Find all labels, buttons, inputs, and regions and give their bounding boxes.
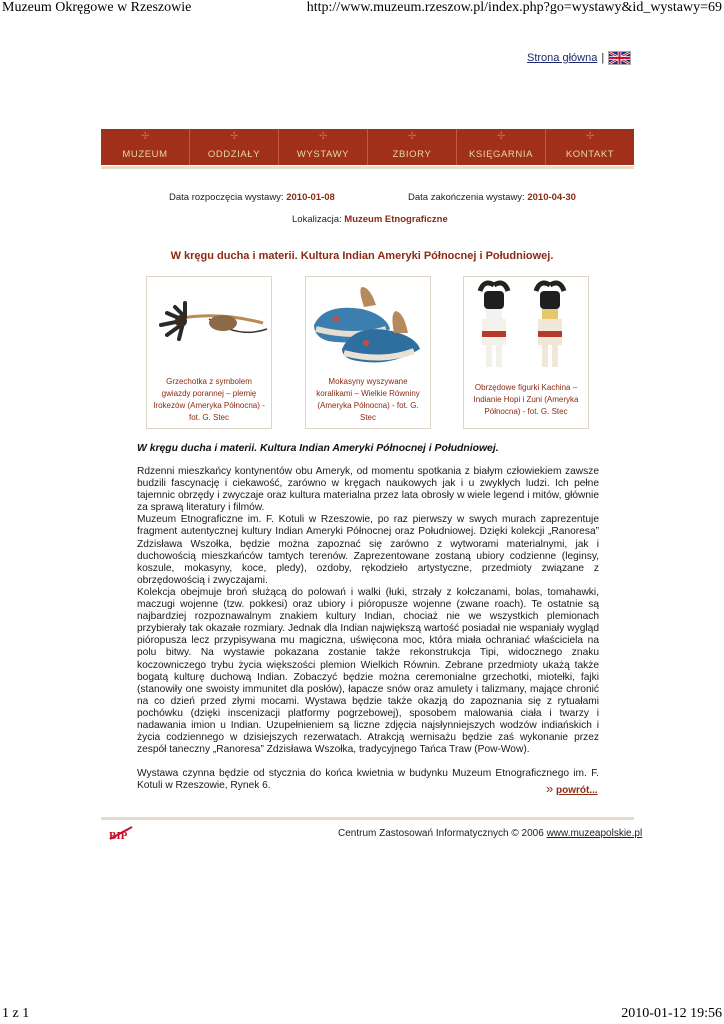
location-value: Muzeum Etnograficzne	[344, 214, 448, 225]
top-links-separator: |	[601, 52, 605, 64]
footer-link[interactable]: www.muzeapolskie.pl	[546, 828, 643, 839]
print-timestamp: 2010-01-12 19:56	[621, 1006, 722, 1021]
nav-item-label: MUZEUM	[122, 149, 168, 160]
nav-item-label: WYSTAWY	[296, 149, 350, 160]
ornament-icon: ✢	[319, 131, 328, 142]
back-link-container	[546, 781, 598, 796]
footer-credit	[338, 828, 642, 839]
exhibition-title: W kręgu ducha i materii. Kultura Indian Ameryki Północnej i Południowej.	[170, 250, 554, 262]
ornament-icon: ✢	[141, 131, 150, 142]
ornament-icon: ✢	[408, 131, 417, 142]
photo-caption: Mokasyny wyszywane koralikami – Wielkie Równiny (Ameryka Północna) - fot. G. Stec	[316, 377, 420, 422]
start-date-value: 2010-01-08	[286, 192, 335, 203]
article-paragraph: Kolekcja obejmuje broń służącą do polowań i walki (łuki, strzały z kołczanami, bolas, tomahawki, maczugi wojenne (tzw. pokkesi) oraz ubiory i pióropusze wojenne (zwane roach). Te ostatnie są najbardziej rozpoznawalnym znakiem kultury Indian, chociaż nie we wszystkich plemionach przybierały tak okazałe rozmiary. Jednak dla Indian największą wartość posiadał nie wspaniały wygląd pióropusza lecz przypisywana mu magiczna, uświęcona moc, która miała ochraniać właściciela na polu bitwy. Na wystawie pokazana zostanie także rekonstrukcja Tipi, widocznego znaku koczowniczego trybu życia większości plemion Wielkich Równin. Zebrane przedmioty ukażą także bogatą kulturę duchową Indian. Zobaczyć będzie można ceremonialne grzechotki, miotełki, fajki (stanowiły one swoisty immunitet dla posłów), łapacze snów oraz amulety i talizmany, mające chronić na co dzień przed złymi mocami. Wystawa będzie także okazją do zapoznania się z rytuałami pochówku (dzięki inscenizacji platformy pogrzebowej), sposobem malowania ciała i twarzy i nadawania imion u Indian. Uzupełnieniem są liczne zdjęcia najsłynniejszych wodzów indiańskich i życia codziennego w dzisiejszych rezerwatach. Atrakcją wernisażu będzie zaś wykonanie przez zespół taneczny „Ranoresa” Zdzisława Wszołka, tradycyjnego Tańca Traw (Pow-Wow).	[137, 586, 599, 756]
bip-logo[interactable]	[108, 825, 134, 842]
article-paragraph: Rdzenni mieszkańcy kontynentów obu Ameryk, od momentu spotkania z białym człowiekiem zawsze budzili fascynację i ciekawość, zarówno w kręgach naukowych jak i u zwykłych ludzi. Ich pełne tajemnic obrzędy i zwyczaje oraz kultura materialna przez lata obrosły w wiele legend i mitów, głównie za sprawą literatury i filmów.	[137, 466, 599, 514]
ornament-icon: ✢	[586, 131, 595, 142]
kachina-photo[interactable]	[464, 277, 588, 373]
moccasins-photo[interactable]	[306, 277, 430, 373]
end-date-label: Data zakończenia wystawy:	[408, 192, 525, 203]
main-navigation	[101, 129, 634, 165]
footer-credit-text: Centrum Zastosowań Informatycznych © 2006	[338, 828, 544, 839]
footer-divider	[101, 817, 634, 820]
top-links	[527, 51, 631, 65]
nav-item-zbiory[interactable]	[368, 129, 457, 165]
nav-item-label: KSIĘGARNIA	[468, 149, 534, 160]
bip-logo-text: BIP	[109, 830, 128, 842]
article-body	[137, 466, 599, 792]
photo-caption: Grzechotka z symbolem gwiazdy porannej – plemię Irokezów (Ameryka Północna) - fot. G. Stec	[153, 377, 265, 422]
back-link[interactable]: powrót...	[556, 785, 598, 796]
article-paragraph: Muzeum Etnograficzne im. F. Kotuli w Rzeszowie, po raz pierwszy w swych murach zaprezentuje fragment autentycznej kultury Indian Ameryki Północnej oraz Południowej. Dzięki kolekcji „Ranoresa” Zdzisława Wszołka, będzie można zapoznać się zarówno z wytworami materialnymi, jak i duchowością mieszkańców tamtych terenów. Zaprezentowane zostaną ubiory codzienne (leginsy, koszule, mokasyny, koce, pledy), ozdoby, rękodzieło artystyczne, przedmioty związane z obrzędowością i zwyczajami.	[137, 514, 599, 586]
location	[292, 214, 448, 225]
end-date-value: 2010-04-30	[527, 192, 576, 203]
location-label: Lokalizacja:	[292, 214, 342, 225]
nav-divider	[101, 166, 634, 169]
double-chevron-icon: »	[546, 781, 554, 796]
nav-item-oddzialy[interactable]	[190, 129, 279, 165]
print-header-url: http://www.muzeum.rzeszow.pl/index.php?go=wystawy&id_wystawy=69	[306, 0, 722, 15]
nav-item-muzeum[interactable]	[101, 129, 190, 165]
nav-item-label: ZBIORY	[392, 149, 432, 160]
nav-item-label: KONTAKT	[565, 149, 615, 160]
nav-item-ksiegarnia[interactable]	[457, 129, 546, 165]
article-heading: W kręgu ducha i materii. Kultura Indian Ameryki Północnej i Południowej.	[137, 443, 499, 454]
rattle-photo[interactable]	[147, 277, 271, 373]
photo-card-kachina	[463, 276, 589, 429]
uk-flag-icon[interactable]	[608, 51, 631, 65]
nav-item-kontakt[interactable]	[546, 129, 634, 165]
photo-card-moccasins	[305, 276, 431, 429]
start-date	[169, 192, 335, 203]
end-date	[408, 192, 576, 203]
ornament-icon: ✢	[230, 131, 239, 142]
print-page-count: 1 z 1	[2, 1006, 30, 1021]
home-link[interactable]: Strona główna	[527, 52, 598, 64]
photo-card-rattle	[146, 276, 272, 429]
photo-caption: Obrzędowe figurki Kachina – Indianie Hopi i Zuni (Ameryka Północna) - fot. G. Stec	[473, 383, 579, 416]
ornament-icon: ✢	[497, 131, 506, 142]
nav-item-label: ODDZIAŁY	[207, 149, 261, 160]
nav-item-wystawy[interactable]	[279, 129, 368, 165]
print-header-title: Muzeum Okręgowe w Rzeszowie	[2, 0, 192, 15]
article-paragraph: Wystawa czynna będzie od stycznia do końca kwietnia w budynku Muzeum Etnograficznego im. F. Kotuli w Rzeszowie, Rynek 6.	[137, 768, 599, 792]
start-date-label: Data rozpoczęcia wystawy:	[169, 192, 284, 203]
